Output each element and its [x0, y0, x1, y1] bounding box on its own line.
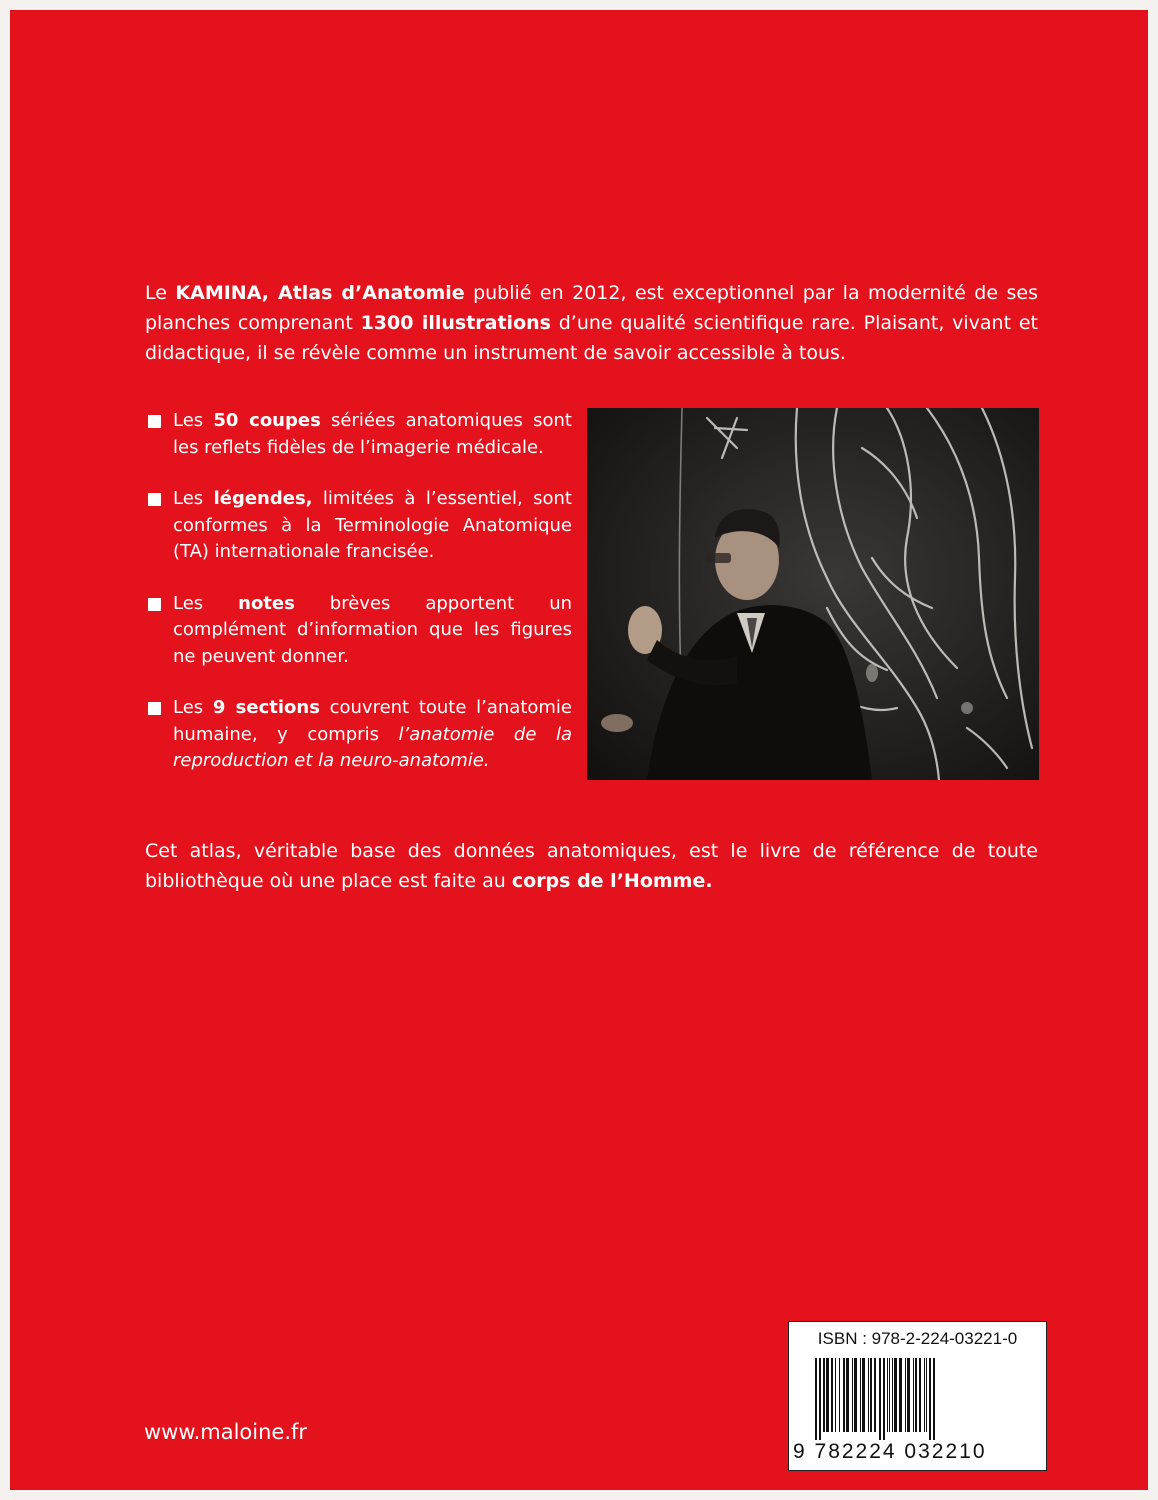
barcode-bar [924, 1358, 925, 1432]
feature-keyword: 50 coupes [213, 410, 321, 431]
barcode-bar [894, 1358, 897, 1432]
barcode-bar [860, 1358, 861, 1432]
feature-list [147, 408, 572, 800]
feature-text: Les [173, 592, 239, 614]
feature-text: sériées anatomiques sont les reflets fidèles de l’imagerie médicale. [173, 410, 572, 458]
isbn-label: ISBN : 978-2-224-03221-0 [817, 1329, 1018, 1348]
feature-keyword: 9 sections [212, 697, 320, 718]
closing-text: Cet atlas, véritable base des données anatomiques, est le livre de référence de toute bibliothèque où une place est faite au [145, 840, 1038, 892]
lecturer-photo-illustration [587, 408, 1039, 780]
barcode-bar [913, 1358, 914, 1432]
feature-keyword: notes [238, 592, 295, 614]
barcode-bar [868, 1358, 869, 1432]
publisher-website: www.maloine.fr [144, 1420, 308, 1444]
illustration-count: 1300 illustrations [360, 312, 551, 334]
barcode-bar [883, 1358, 885, 1440]
barcode-bar [889, 1358, 890, 1432]
barcode-bars [811, 1358, 1033, 1440]
book-title: KAMINA, Atlas d’Anatomie [175, 282, 465, 304]
feature-text: brèves apportent un complément d’information que les figures ne peuvent donner. [173, 592, 573, 667]
barcode-bar [819, 1358, 821, 1440]
feature-text: limitées à l’essentiel, sont conformes à la Terminologie Anatomique (TA) internationale francisée. [173, 488, 572, 562]
intro-paragraph [145, 278, 1038, 368]
barcode-bar [905, 1358, 906, 1432]
bullet-square-icon [148, 493, 161, 506]
barcode-bar [929, 1358, 931, 1440]
feature-text: Les [173, 488, 214, 509]
barcode-bar [839, 1358, 840, 1432]
bullet-square-icon [148, 702, 161, 715]
feature-item-sections [147, 695, 572, 775]
back-cover [10, 10, 1148, 1490]
closing-emphasis: corps de l’Homme. [511, 870, 713, 892]
barcode-bar [874, 1358, 876, 1432]
barcode-bar [846, 1358, 849, 1432]
feature-item-notes [147, 591, 572, 671]
barcode-bar [926, 1358, 927, 1432]
barcode-bar [919, 1358, 921, 1432]
barcode-bar [831, 1358, 833, 1432]
barcode-bar [870, 1358, 872, 1432]
feature-item-legendes [147, 486, 572, 566]
barcode-bar [826, 1358, 829, 1432]
feature-text: Les [173, 697, 213, 718]
closing-paragraph [145, 836, 1038, 896]
barcode-bar [835, 1358, 836, 1432]
intro-text: Le [145, 282, 176, 304]
barcode-bar [862, 1358, 865, 1432]
isbn-barcode [788, 1321, 1047, 1471]
intro-text: d’une qualité scientifique rare. Plaisant, vivant et didactique, il se révèle comme un instrument de savoir accessible à tous. [145, 312, 1038, 364]
barcode-bar [879, 1358, 881, 1440]
barcode-bar [907, 1358, 910, 1432]
barcode-bar [887, 1358, 888, 1432]
barcode-bar [823, 1358, 825, 1432]
bullet-square-icon [148, 598, 161, 611]
bullet-square-icon [148, 415, 161, 428]
feature-item-coupes [147, 408, 572, 461]
intro-text: publié en 2012, est exceptionnel par la modernité de ses planches comprenant [145, 282, 1038, 334]
feature-text: couvrent toute l’anatomie humaine, y compris [173, 697, 572, 745]
feature-text: Les [173, 410, 214, 431]
barcode-bar [933, 1358, 935, 1440]
barcode-bar [843, 1358, 845, 1432]
barcode-bar [892, 1358, 893, 1432]
feature-keyword: légendes, [213, 488, 313, 509]
barcode-bar [915, 1358, 917, 1432]
barcode-bar [854, 1358, 857, 1432]
barcode-digits: 9 782224 032210 [793, 1440, 987, 1463]
barcode-bar [815, 1358, 817, 1440]
lecturer-photo [587, 408, 1039, 780]
barcode-bar [852, 1358, 853, 1432]
barcode-bar [899, 1358, 902, 1432]
feature-italic: l’anatomie de la reproduction et la neuro-anatomie. [173, 723, 572, 771]
